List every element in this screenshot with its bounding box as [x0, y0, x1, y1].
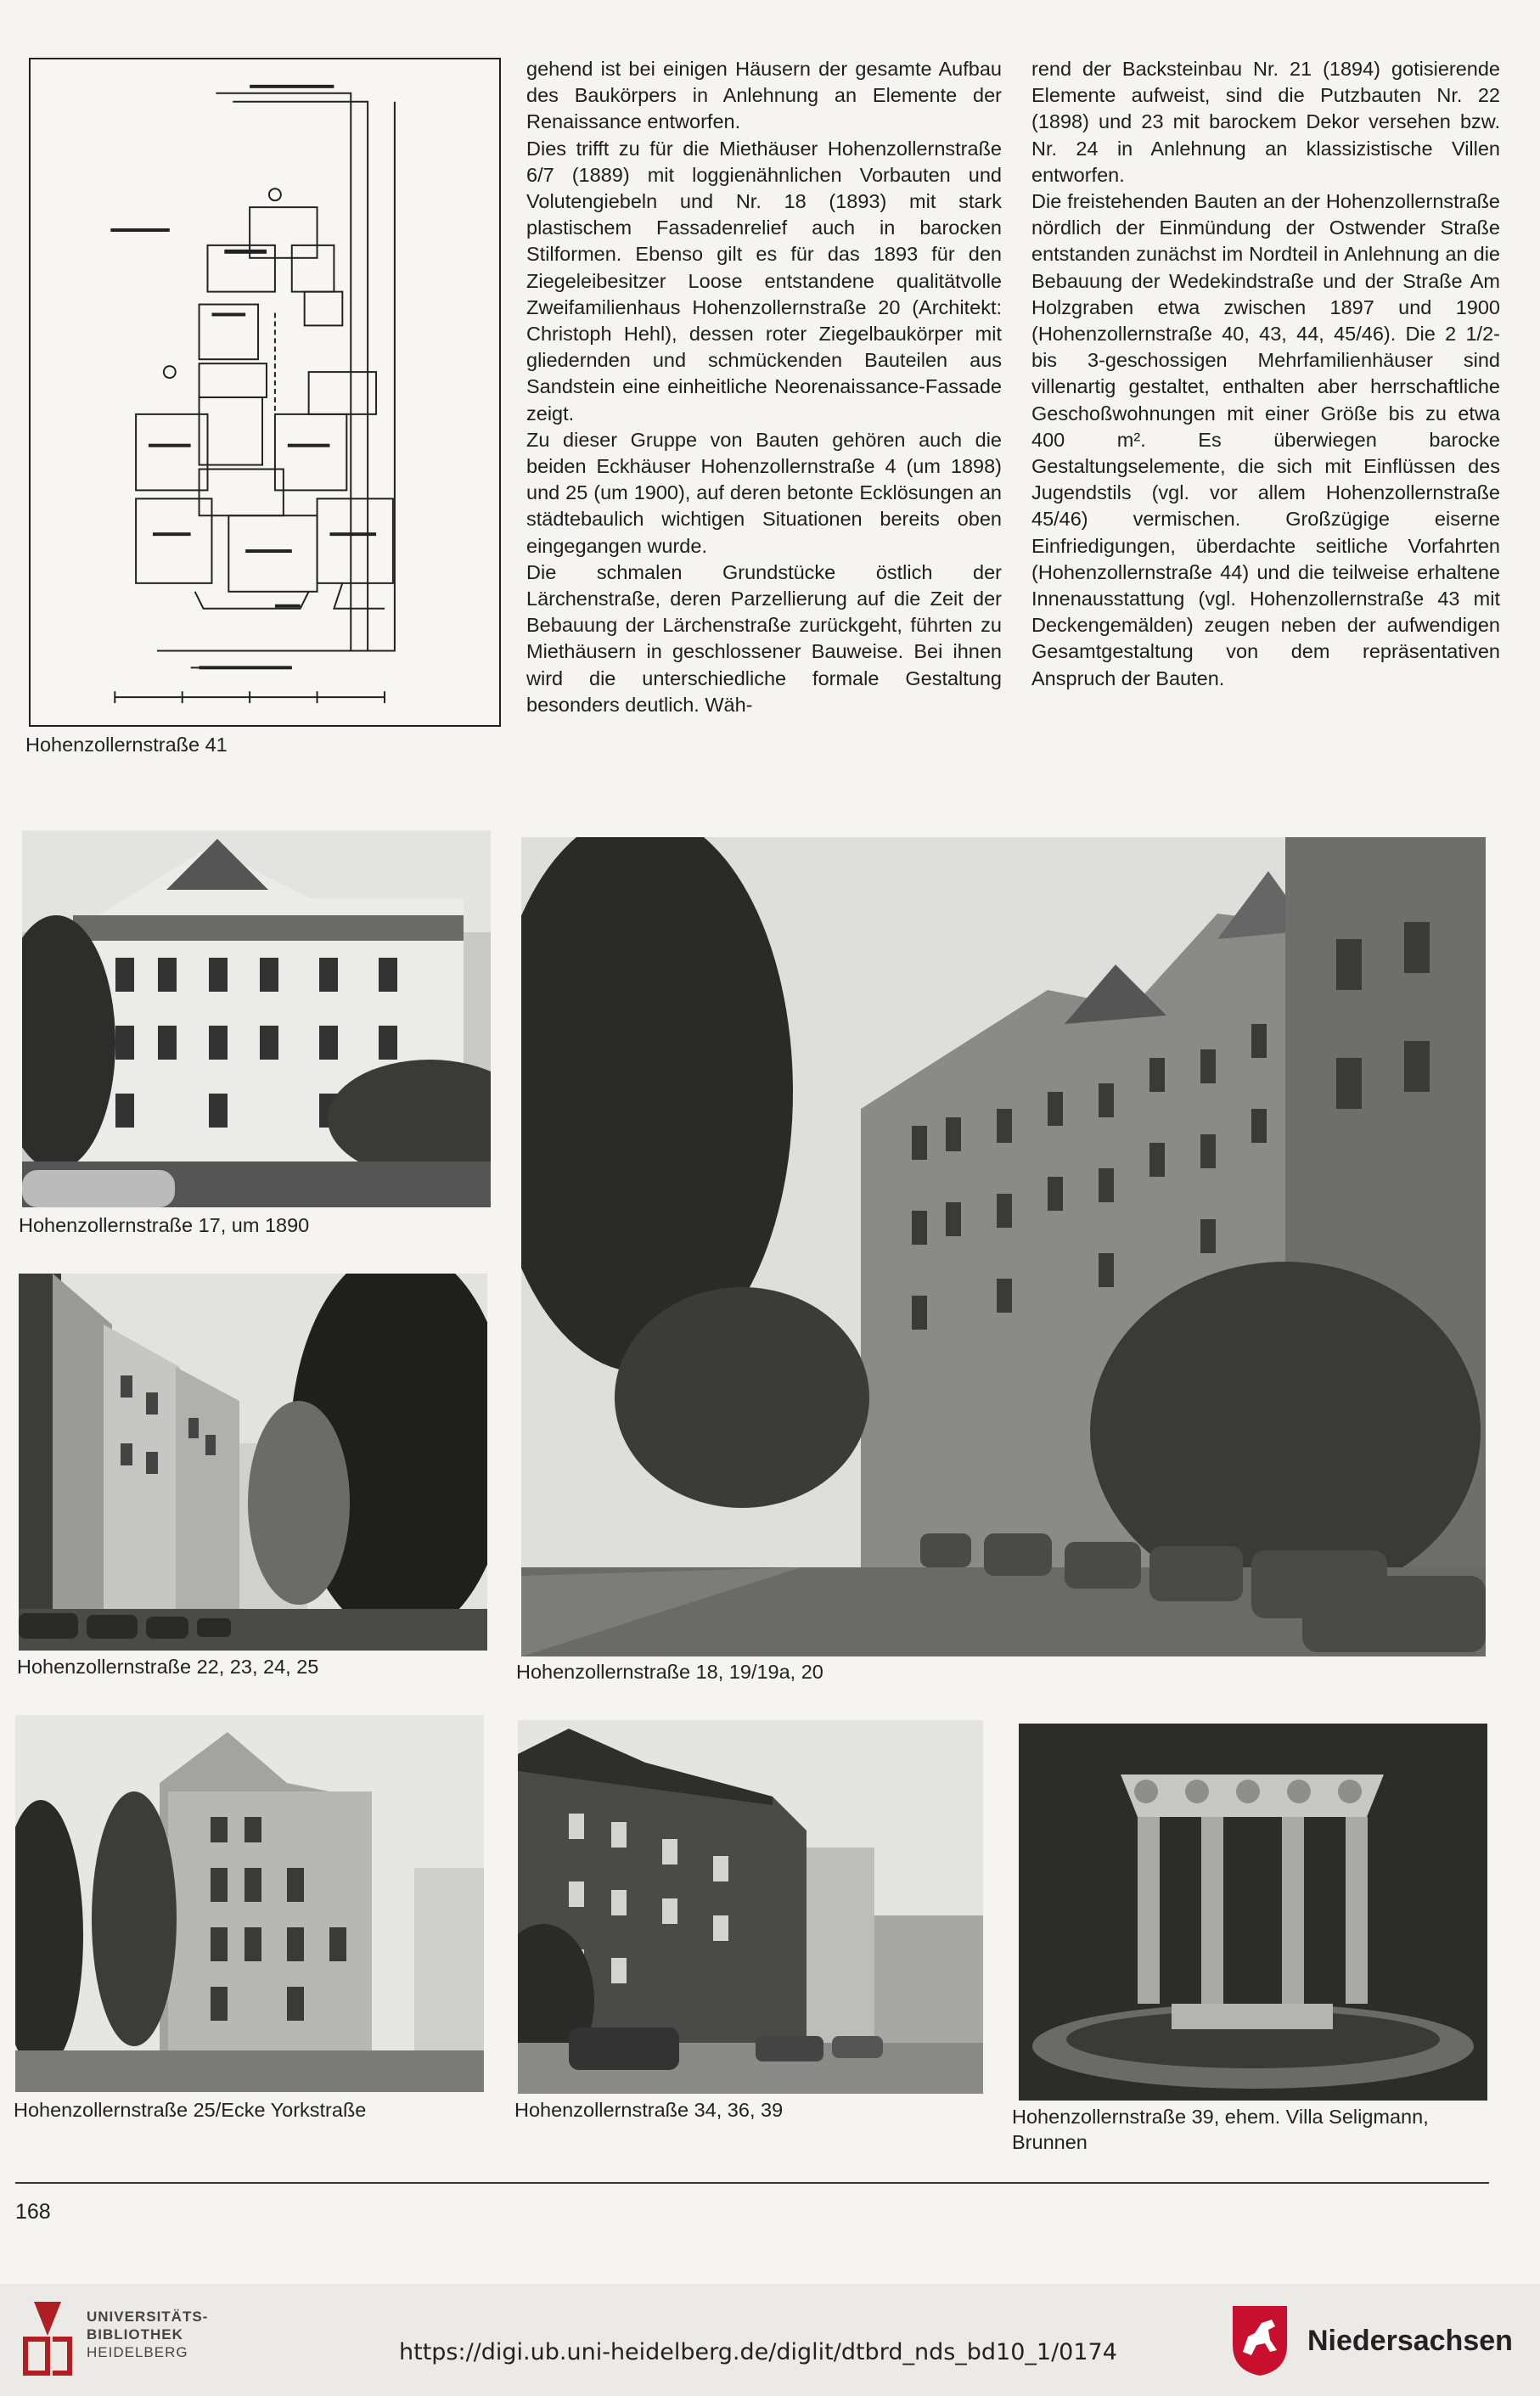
- photo-fountain-villa-seligmann: [1019, 1724, 1487, 2101]
- caption-photo-22-25: Hohenzollernstraße 22, 23, 24, 25: [17, 1656, 319, 1678]
- permalink-url[interactable]: https://digi.ub.uni-heidelberg.de/diglit/dtbrd_nds_bd10_1/0174: [399, 2339, 1117, 2365]
- paragraph: Die schmalen Grundstücke östlich der Lärchenstraße, deren Parzellierung auf die Zeit der Bebauung der Lärchenstraße zurückgeht, führten zu Miethäusern in geschlossener Bauweise. Bei ihnen wird die unterschiedliche formale Gestaltung besonders deutlich. Wäh-: [526, 560, 1002, 716]
- library-line-1: UNIVERSITÄTS-: [87, 2309, 209, 2325]
- paragraph: gehend ist bei einigen Häusern der gesamte Aufbau des Baukörpers in Anlehnung an Elemente der Renaissance entworfen.: [526, 58, 1002, 133]
- photo-hohenzollernstrasse-34-39: [518, 1720, 983, 2094]
- text-column-2: [1031, 56, 1500, 692]
- paragraph: Die freistehenden Bauten an der Hohenzollernstraße nördlich der Einmündung der Ostwender Straße entstanden zunächst im Nordteil in Anlehnung an die Bebauung der Wedekindstraße und der Straße Am Holzgraben etwa zwischen 1897 und 1900 (Hohenzollernstraße 40, 43, 44, 45/46). Die 2 1/2- bis 3-geschossigen Mehrfamilienhäuser sind villenartig gestaltet, enthalten aber herrschaftliche Geschoßwohnungen mit einer Größe bis zu etwa 400 m². Es überwiegen barocke Gestaltungselemente, die sich mit Einflüssen des Jugendstils (vgl. vor allem Hohenzollernstraße 45/46) vermischen. Großzügige eiserne Einfriedigungen, überdachte seitliche Vorfahrten (Hohenzollernstraße 44) und die teilweise erhaltene Innenausstattung (vgl. Hohenzollernstraße 43 mit Deckengemälden) zeugen neben der aufwendigen Gesamtgestaltung von dem repräsentativen Anspruch der Bauten.: [1031, 190, 1500, 689]
- photo-hohenzollernstrasse-22-25: [19, 1274, 487, 1651]
- photo-hohenzollernstrasse-25: [15, 1715, 484, 2092]
- caption-photo-17: Hohenzollernstraße 17, um 1890: [19, 1214, 310, 1236]
- paragraph: Zu dieser Gruppe von Bauten gehören auch die beiden Eckhäuser Hohenzollernstraße 4 (um 1898) und 25 (um 1900), auf deren betonte Ecklösungen an städtebaulich wichtigen Situationen bereits oben eingegangen wurde.: [526, 428, 1002, 557]
- page-number: 168: [15, 2200, 51, 2224]
- paragraph: Dies trifft zu für die Miethäuser Hohenzollernstraße 6/7 (1889) mit loggienähnlichen Vorbauten und Volutengiebeln und Nr. 18 (1893) mit stark plastischem Fassadenrelief auch in barocken Stilformen. Ebenso gilt es für das 1893 für den Ziegeleibesitzer Loose entstandene qualitätvolle Zweifamilienhaus Hohenzollernstraße 20 (Architekt: Christoph Hehl), dessen roter Ziegelbaukörper mit gliedernden und schmückenden Bauteilen aus Sandstein eine einheitliche Neorenaissance-Fassade zeigt.: [526, 137, 1002, 425]
- page-rule: [15, 2182, 1489, 2184]
- university-library-name: [87, 2308, 208, 2361]
- niedersachsen-horse-icon[interactable]: [1229, 2303, 1290, 2377]
- niedersachsen-label: Niedersachsen: [1307, 2325, 1513, 2357]
- caption-photo-39-line1: Hohenzollernstraße 39, ehem. Villa Seligmann,: [1012, 2106, 1429, 2128]
- library-line-2: BIBLIOTHEK: [87, 2326, 183, 2343]
- photo-hohenzollernstrasse-18-20: [521, 837, 1486, 1656]
- caption-photo-39-line2: Brunnen: [1012, 2131, 1088, 2153]
- caption-photo-18-20: Hohenzollernstraße 18, 19/19a, 20: [516, 1661, 823, 1683]
- floor-plan-image: [29, 58, 501, 727]
- library-line-3: HEIDELBERG: [87, 2344, 188, 2360]
- paragraph: rend der Backsteinbau Nr. 21 (1894) gotisierende Elemente aufweist, sind die Putzbauten Nr. 22 (1898) und 23 mit barockem Dekor versehen bzw. Nr. 24 in Anlehnung an klassizistische Villen entworfen.: [1031, 58, 1500, 186]
- university-library-logo[interactable]: [19, 2297, 76, 2378]
- caption-photo-25: Hohenzollernstraße 25/Ecke Yorkstraße: [14, 2099, 367, 2121]
- caption-photo-34-39: Hohenzollernstraße 34, 36, 39: [514, 2099, 784, 2121]
- text-column-1: [526, 56, 1002, 718]
- photo-hohenzollernstrasse-17: [22, 830, 491, 1207]
- caption-plan: Hohenzollernstraße 41: [25, 734, 228, 756]
